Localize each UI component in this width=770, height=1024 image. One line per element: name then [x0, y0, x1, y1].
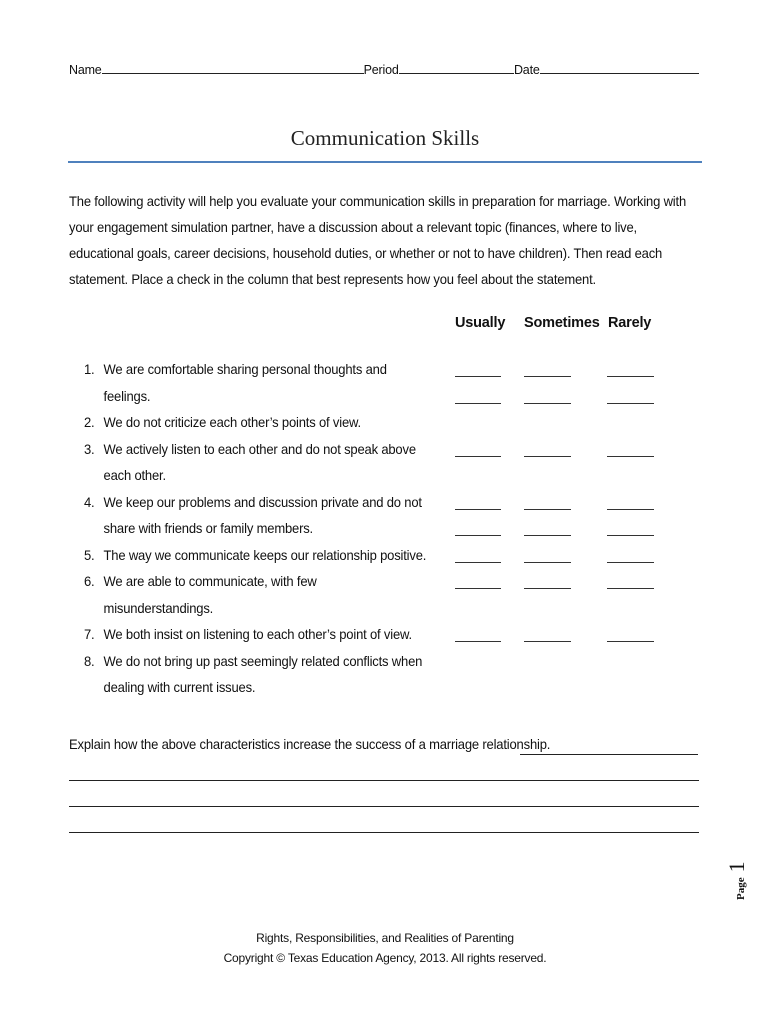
check-blank-usually[interactable]: [455, 562, 501, 563]
check-blank-rarely[interactable]: [607, 588, 654, 589]
statement-item: [84, 409, 428, 436]
page-number: 1: [724, 861, 749, 873]
statement-text-continued: share with friends or family members.: [103, 520, 313, 536]
check-blank-sometimes[interactable]: [524, 376, 571, 377]
statement-number: 1.: [84, 361, 95, 377]
name-label: Name: [69, 63, 102, 77]
page-label: Page: [735, 877, 747, 900]
statement-text: We are able to communicate, with few misunderstandings.: [103, 573, 317, 616]
column-header-sometimes: Sometimes: [524, 315, 600, 331]
answer-line[interactable]: [69, 832, 699, 833]
statement-text: We do not criticize each other’s points of view.: [103, 414, 361, 430]
date-field[interactable]: [540, 62, 699, 74]
check-blank-sometimes[interactable]: [524, 509, 571, 510]
statement-text-continued: dealing with current issues.: [103, 679, 256, 695]
statement-number: 2.: [84, 414, 95, 430]
instructions-paragraph: The following activity will help you evaluate your communication skills in preparation for marriage. Working with your engagement simulation partner, have a discussion about a relevant topic (finances, where to live, educational goals, career decisions, household duties, or whether or not to have children). Then read each statement. Place a check in the column that best represents how you feel about the statement.: [69, 193, 687, 287]
statement-list: [84, 356, 427, 701]
check-blank-usually[interactable]: [455, 376, 501, 377]
period-label: Period: [363, 63, 399, 77]
check-blank-sometimes[interactable]: [524, 562, 571, 563]
statement-number: 4.: [84, 493, 95, 510]
statement-item: [84, 542, 428, 569]
statement-item: [84, 489, 428, 542]
statement-item: [84, 356, 428, 409]
statement-item: [84, 648, 428, 701]
statement-number: 8.: [84, 652, 95, 669]
statement-item: [84, 436, 428, 489]
check-blank-usually[interactable]: [455, 535, 501, 536]
statement-number: 6.: [84, 573, 95, 589]
check-blank-sometimes[interactable]: [524, 535, 571, 536]
column-header-usually: Usually: [455, 315, 506, 331]
footer-course-title: Rights, Responsibilities, and Realities of Parenting: [256, 931, 514, 945]
title-divider: [68, 161, 702, 163]
page-title: Communication Skills: [290, 126, 480, 150]
answer-line[interactable]: [69, 806, 699, 807]
statement-text: We do not bring up past seemingly related conflicts when: [103, 652, 423, 669]
check-blank-usually[interactable]: [455, 509, 501, 510]
statement-text: We are comfortable sharing personal thoughts and feelings.: [103, 361, 387, 404]
statement-number: 3.: [84, 440, 95, 457]
statement-text: We keep our problems and discussion private and do not: [103, 493, 422, 510]
check-blank-rarely[interactable]: [607, 376, 654, 377]
check-blank-rarely[interactable]: [607, 641, 654, 642]
check-blank-usually[interactable]: [455, 588, 501, 589]
check-blank-sometimes[interactable]: [524, 588, 571, 589]
check-blank-usually[interactable]: [455, 403, 501, 404]
check-blank-rarely[interactable]: [607, 403, 654, 404]
check-blank-rarely[interactable]: [607, 456, 654, 457]
statement-item: [84, 621, 428, 648]
statement-text: We both insist on listening to each other’s point of view.: [103, 626, 412, 642]
period-field[interactable]: [399, 62, 514, 74]
footer-copyright: Copyright © Texas Education Agency, 2013. All rights reserved.: [223, 951, 547, 965]
column-header-rarely: Rarely: [608, 315, 652, 331]
footer: [0, 928, 770, 968]
student-info-line: [69, 62, 699, 77]
check-blank-sometimes[interactable]: [524, 403, 571, 404]
check-blank-usually[interactable]: [455, 456, 501, 457]
check-blank-usually[interactable]: [455, 641, 501, 642]
statement-text: We actively listen to each other and do not speak above: [103, 440, 416, 457]
answer-line[interactable]: [520, 754, 698, 755]
statement-number: 7.: [84, 626, 95, 642]
date-label: Date: [513, 63, 540, 77]
statement-number: 5.: [84, 546, 95, 563]
statement-text: The way we communicate keeps our relationship positive.: [103, 546, 427, 563]
check-blank-sometimes[interactable]: [524, 641, 571, 642]
answer-line[interactable]: [69, 780, 699, 781]
page-number-marker: [724, 861, 750, 900]
check-blank-rarely[interactable]: [607, 509, 654, 510]
check-blank-sometimes[interactable]: [524, 456, 571, 457]
statement-item: [84, 568, 428, 621]
explain-prompt: Explain how the above characteristics increase the success of a marriage relationship.: [69, 736, 551, 752]
statement-text-continued: each other.: [103, 467, 166, 483]
name-field[interactable]: [102, 62, 364, 74]
check-blank-rarely[interactable]: [607, 535, 654, 536]
check-blank-rarely[interactable]: [607, 562, 654, 563]
